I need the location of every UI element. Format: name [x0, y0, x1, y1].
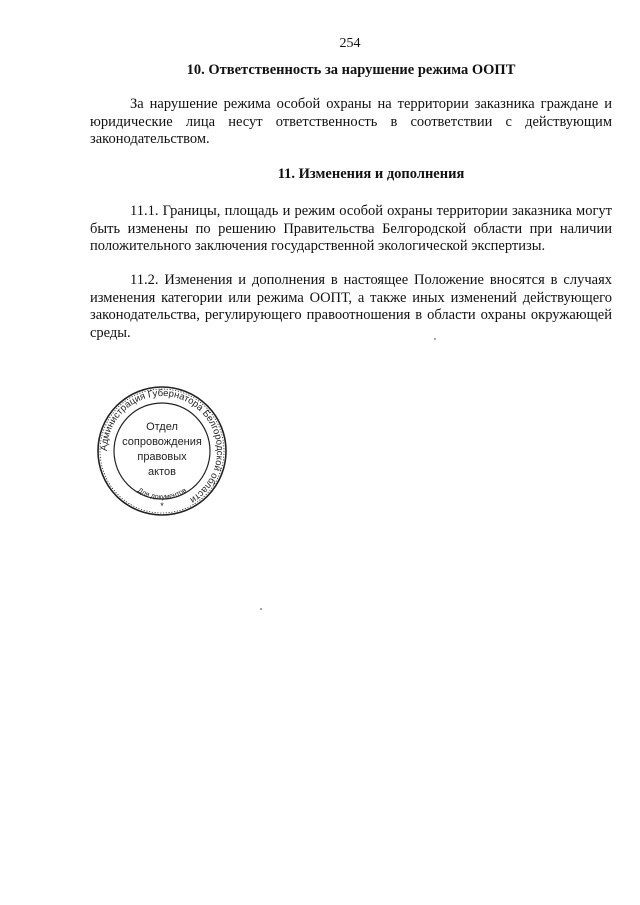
stamp-center-line-3: правовых	[137, 451, 187, 463]
section-11-paragraph-1: 11.1. Границы, площадь и режим особой охраны территории заказника могут быть изменены по решению Правительства Белгородской области при наличии положительного заключения государственной экологической экспертизы.	[90, 203, 612, 254]
page-number: 254	[339, 36, 361, 51]
stamp-star-icon: *	[160, 501, 164, 511]
stamp-center-line-1: Отдел	[146, 421, 178, 433]
scan-speck	[434, 338, 436, 340]
stamp-center-line-2: сопровождения	[122, 436, 202, 448]
section-11-heading: 11. Изменения и дополнения	[277, 166, 465, 182]
official-stamp	[96, 385, 228, 517]
scan-speck	[260, 608, 262, 610]
stamp-center-line-4: актов	[148, 466, 176, 478]
stamp-inner-text: Для документов	[136, 487, 188, 502]
section-11-paragraph-2: 11.2. Изменения и дополнения в настоящее Положение вносятся в случаях изменения категории или режима ООПТ, а также иных изменений действующего законодательства, регулирующего правоотношения в области охраны окружающей среды.	[90, 272, 612, 341]
stamp-seal-graphic	[96, 385, 228, 517]
section-10-paragraph: За нарушение режима особой охраны на территории заказника граждане и юридические лица несут ответственность в соответствии с действующим законодательством.	[90, 96, 612, 147]
section-10-heading: 10. Ответственность за нарушение режима ООПТ	[186, 62, 516, 78]
stamp-outer-text: Администрация Губернатора Белгородской области	[98, 387, 226, 506]
